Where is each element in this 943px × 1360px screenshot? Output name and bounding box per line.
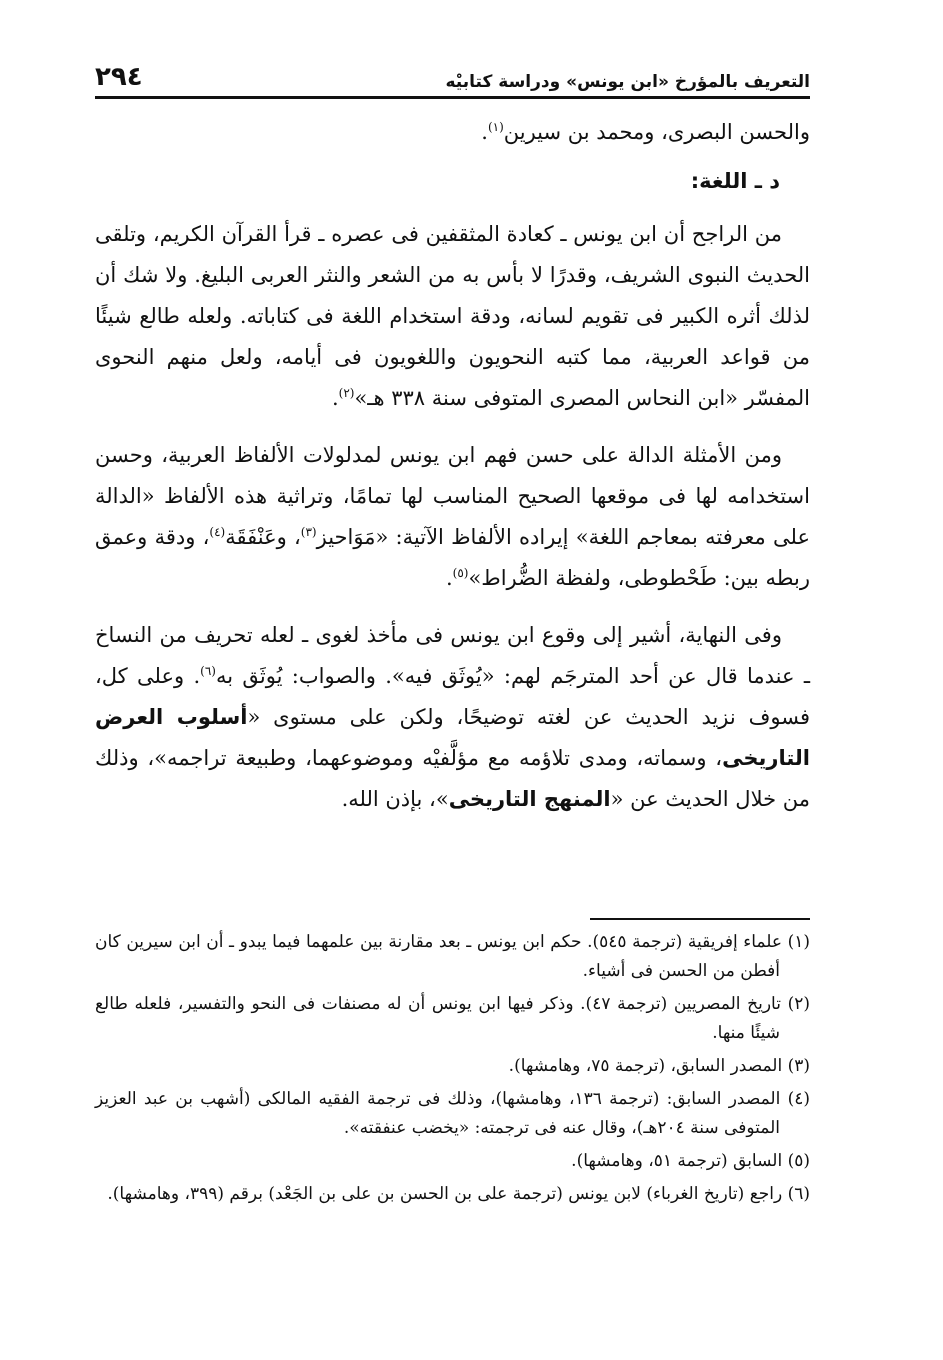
paragraph-language [95,214,810,419]
footnote-item: (٣) المصدر السابق، (ترجمة ٧٥، وهامشها). [508,1056,810,1076]
paragraph-text: وفى النهاية، أشير إلى وقوع ابن يونس فى مأخذ لغوى ـ لعله تحريف من النساخ ـ عندما قال عن أحد المترجَم لهم: «يُوثَق فيه». والصواب: يُوثَق به [95,623,810,688]
section-heading: د ـ اللغة: [690,169,780,193]
paragraph-text: ، وسماته، ومدى تلاؤمه مع مؤلَّفيْه وموضوعهما، وطبيعة تراجمه»، وذلك من خلال الحديث عن « [95,746,810,811]
paragraph-text: ، وعَنْفَقَة [225,525,301,549]
footnote-item: (٦) راجع (تاريخ الغرباء) لابن يونس (ترجمة على بن الحسن بن على بن الجَعْد) برقم (٣٩٩، وهامشها). [107,1184,810,1204]
footnote-marker: (٥) [452,566,469,580]
footnote-marker: (٢) [338,386,355,400]
footnote-item: (١) علماء إفريقية (ترجمة ٥٤٥). حكم ابن يونس ـ بعد مقارنة بين علمهما فيما يبدو ـ أن ابن سيرين كان أفطن من الحسن فى أشياء. [95,932,810,981]
footnote-marker: (٦) [200,664,216,678]
page-number: ٢٩٤ [95,62,143,92]
paragraph-end: . [481,120,488,144]
footnote-separator [590,918,810,920]
running-title: التعريف بالمؤرخ «ابن يونس» ودراسة كتابيْه [445,72,810,92]
paragraph-text: . وعلى كل، فسوف نزيد الحديث عن لغته توضيحًا، ولكن على مستوى « [95,664,810,729]
footnote-marker: (٣) [300,525,317,539]
paragraph-text: والحسن البصرى، ومحمد بن سيرين [503,120,810,144]
paragraph-end: »، بإذن الله. [341,787,449,811]
footnotes [95,928,810,1213]
bold-term: المنهج التاريخى [448,787,611,811]
footnote-item: (٤) المصدر السابق: (ترجمة ١٣٦، وهامشها)، وذلك فى ترجمة الفقيه المالكى (أشهب بن عبد العزيز المتوفى سنة ٢٠٤هـ)، وقال عنه فى ترجمته: «يخضب عنفقته». [95,1089,810,1138]
paragraph-conclusion [95,615,810,820]
paragraph-end: . [445,566,453,590]
footnote-marker: (١) [487,120,504,134]
footnote-item: (٢) تاريخ المصريين (ترجمة ٤٧). وذكر فيها ابن يونس أن له مصنفات فى النحو والتفسير، فلعله طالع شيئًا منها. [95,994,810,1043]
footnote-marker: (٤) [209,525,226,539]
paragraph-text: ، ودقة وعمق ربطه بين: طَحْطوطى، ولفظة الضُّراط» [95,525,810,590]
page-header [95,52,810,99]
paragraph-examples [95,435,810,599]
main-text [95,112,810,836]
paragraph-end: . [331,386,339,410]
bold-term: أسلوب العرض التاريخى [95,705,810,770]
paragraph-text: ومن الأمثلة الدالة على حسن فهم ابن يونس لمدلولات الألفاظ العربية، وحسن استخدامه لها فى موقعها الصحيح المناسب لها تمامًا، وتراثية هذه الألفاظ «الدالة على معرفته بمعاجم اللغة» إيراده الألفاظ الآتية: «مَوَاحيز [95,443,810,549]
paragraph-text: من الراجح أن ابن يونس ـ كعادة المثقفين فى عصره ـ قرأ القرآن الكريم، وتلقى الحديث النبوى الشريف، وقدرًا لا بأس به من الشعر والنثر العربى البليغ. ولا شك أن لذلك أثره الكبير فى تقويم لسانه، ودقة استخدام اللغة فى كتاباته. ولعله طالع شيئًا من قواعد العربية، مما كتبه النحويون واللغويون فى أيامه، ولعل منهم النحوى المفسّر «ابن النحاس المصرى المتوفى سنة ٣٣٨ هـ» [95,222,810,410]
footnote-item: (٥) السابق (ترجمة ٥١، وهامشها). [571,1151,810,1171]
paragraph-continuation [95,112,810,153]
